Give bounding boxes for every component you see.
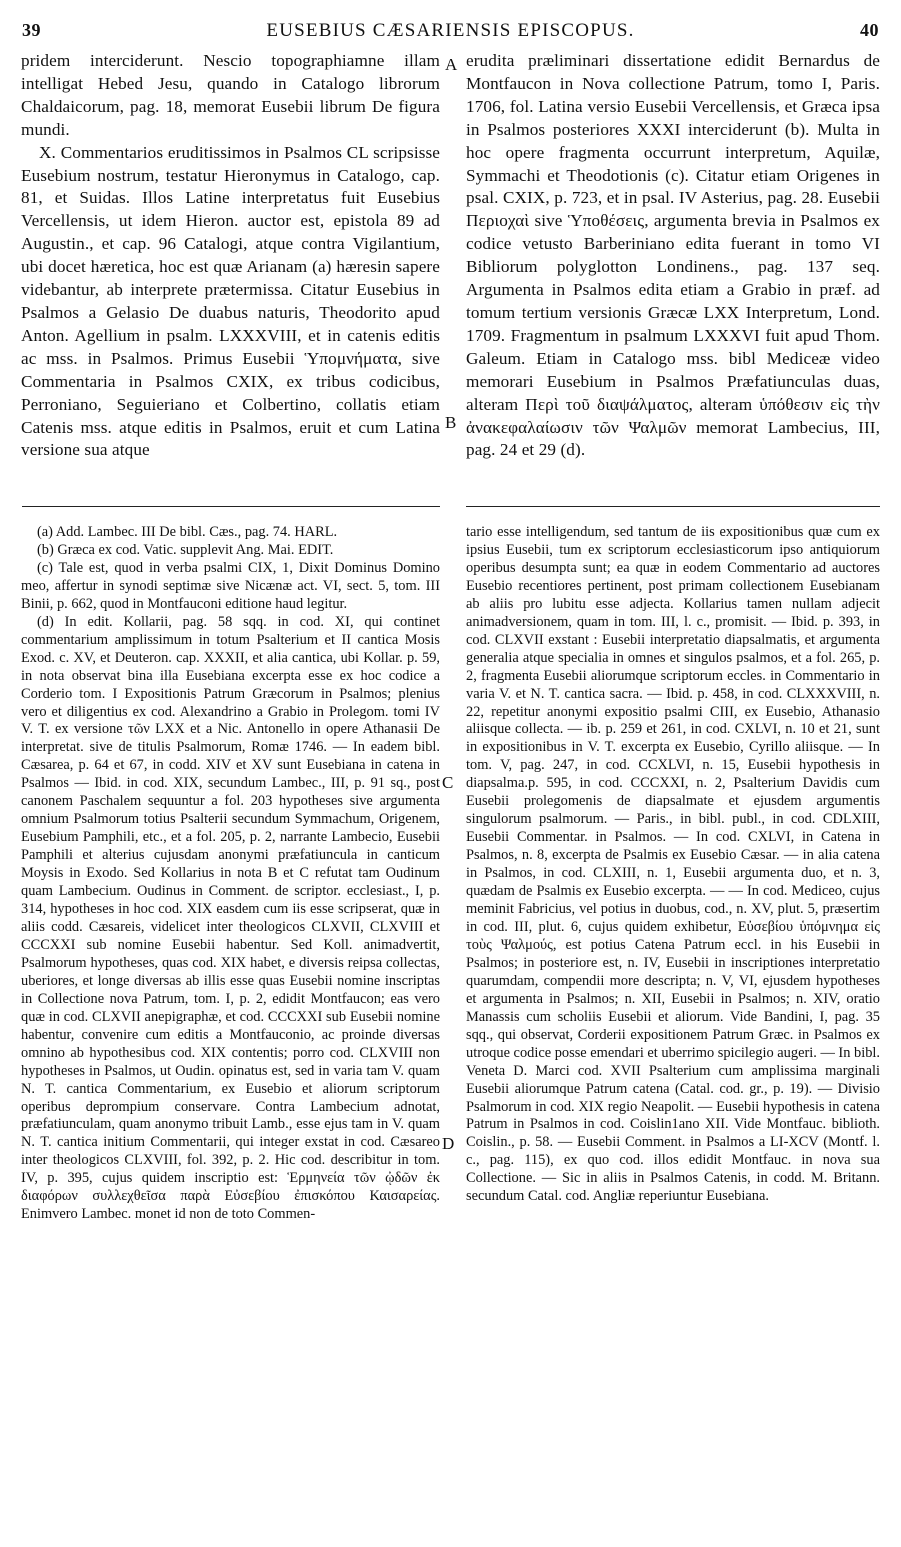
- page-number-left: 39: [22, 20, 41, 40]
- paragraph: pridem interciderunt. Nescio topographiamne illam intelligat Hebed Jesu, quando in Catalogo librorum Chaldaicorum, pag. 18, memorat Eusebii librum De figura mundi.: [21, 51, 440, 139]
- footnote-d-continued: tario esse intelligendum, sed tantum de iis expositionibus quæ cum ex ipsius Eusebii, tum ex scriptorum ecclesiasticorum ipso antiquiorum operibus desumpta sunt; ea quæ in eodem Commentario ad auctores Eusebio recentiores pertinent, post primam collectionem Eusebianam ab aliis pro lubitu esse adjecta. Kollarius tamen nullam adjecit animadversionem, quam in tom. III, l. c., promisit. — Ibid. p. 393, in cod. CLXVII exstant : Eusebii interpretatio diapsalmatis, et argumenta generalia atque specialia in omnes et singulos psalmos, et a fol. 265, p. 2, fragmenta Eusebii aliorumque scriptorum eccles. in Commentario in varia V. et N. T. cantica sacra. — Ibid. p. 458, in cod. CLXXXVIII, n. 22, repetitur anonymi expositio psalmi CIII, ex Eusebio, Athanasio aliisque collecta. — ib. p. 259 et 261, in cod. CXLVI, n. 10 et 21, sunt in expositionibus in V. T. excerpta ex Eusebio, Cyrillo aliisque. — In tom. V, pag. 247, in cod. CCXLVI, n. 15, Eusebii hypothesis in diapsalma.p. 595, in cod. CCCXXI, n. 2, Psalterium Davidis cum Eusebii prolegomenis de diapsalmate et ejusdem argumentis singulorum psalmorum. — Paris., in bibl. publ., in cod. CDLXIII, Eusebii Commentar. in Psalmos. — In cod. CXLVI, in Catena in Psalmos, n. 8, excerpta de Psalmis ex Eusebio Cæsar. — in alia catena in Psalmos, in cod. CLXIII, n. 1, Eusebii argumenta duo, et n. 3, quædam de Psalmis ex Eusebio excerpta. — — In cod. Mediceo, cujus meminit Fabricius, vel potius in duobus, cod., n. XV, plut. 5, præsertim in cod. III, plut. 6, cujus quidem exhibetur, Εὐσεβίου ὑπόμνημα εἰς τοὺς Ψαλμούς, est potius Catena Patrum eccl. in his Eusebii in Psalmos; in posteriore est, n. IV, Eusebii in inscriptiones interpretatio quarumdam, compendii more descripta; n. V, VI, ejusdem hypotheses et argumenta in Psalmos; n. XII, Eusebii in Psalmos; n. XIV, oratio Manassis cum scholiis Eusebii et aliorum. Vide Bandini, I, pag. 35 sqq., qui observat, Corderii expositionem Patrum Græc. in Psalmos ex utroque codice posse emendari et uberrimo spicilegio augeri. — In bibl. Veneta D. Marci cod. XVII Psalterium cum amplissima marginali Eusebii aliorumque Patrum catena (Catal. cod. gr., p. 19). — Divisio Psalmorum in cod. XIX regio Neapolit. — Eusebii hypothesis in catena Patrum in Psalmos in cod. Coislin1ano XII. Vide Montfauc. biblioth. Coislin., p. 58. — Eusebii Comment. in Psalmos a LI-XCV (Montf. l. c., pag. 115), ex quo cod. illos edidit Montfauc. in nova sua Collectione. — Sic in aliis in Psalmos Catenis, in codd. M. Britann. secundum Catal. cod. Angliæ reperiuntur Eusebiana.: [466, 524, 881, 1205]
- main-text-right-column: [466, 50, 880, 462]
- paragraph: X. Commentarios eruditissimos in Psalmos CL scripsisse Eusebium nostrum, testatur Hieronymus in Catalogo, cap. 81, et Suidas. Illos Latine interpretatus fuit Eusebius Vercellensis, ut idem Hieron. auctor est, epistola 89 ad Augustin., et cap. 96 Catalogi, atque contra Vigilantium, ubi docet hæretica, hoc est quæ Arianam (a) hæresin sapere videbantur, ab interprete prætermissa. Citatur Eusebius in Psalmos a Gelasio De duabus naturis, Theodorito apud Anton. Agellium in psalm. LXXXVIII, et in catenis editis ac mss. in Psalmos. Primus Eusebii Ὑπομνήματα, sive Commentaria in Psalmos CXIX, ex tribus codicibus, Perroniano, Seguieriano et Colbertino, collatis etiam Catenis mss. atque editis in Psalmos, eruit et cum Latina versione sua atque: [21, 142, 440, 460]
- footnote-divider-left: [22, 506, 440, 507]
- footnote-a: (a) Add. Lambec. III De bibl. Cæs., pag. 74. HARL.: [37, 524, 338, 540]
- footnotes-left-column: [21, 524, 440, 1224]
- margin-letter-a: A: [445, 55, 458, 74]
- footnote-b: (b) Græca ex cod. Vatic. supplevit Ang. Mai. EDIT.: [37, 541, 334, 558]
- margin-letter-d: D: [442, 1134, 455, 1153]
- footnote-c: (c) Tale est, quod in verba psalmi CIX, 1, Dixit Dominus Domino meo, affertur in synodi septimæ sive Nicænæ act. VI, sect. 5, tom. III Binii, p. 662, quod in Montfauconi editione haud legitur.: [21, 559, 440, 612]
- footnotes-right-column: [466, 524, 880, 1206]
- margin-letter-b: B: [445, 413, 457, 432]
- running-title: EUSEBIUS CÆSARIENSIS EPISCOPUS.: [266, 20, 635, 41]
- footnote-d: (d) In edit. Kollarii, pag. 58 sqq. in cod. XI, qui continet commentarium amplissimum in totum Psalterium et II cantica Mosis Exod. c. XV, et Deuteron. cap. XXXII, et alia cantica, ubi Kollar. p. 59, in nota observat bina illa Eusebiana excerpta esse ex hoc codice a Corderio tom. I Expositionis Patrum Græcorum in Psalmos; plenius vero et diligentius ex cod. Alexandrino a Grabio in Prolegom. tomi IV V. T. ex versione τῶν LXX et a Nic. Antonello in opere Athanasii De interpretat. sive de titulis Psalmorum, Romæ 1746. — In eadem bibl. Cæsarea, p. 64 et 67, in codd. XIV et XV sunt Eusebiana in catena in Psalmos — Ibid. in cod. XIX, secundum Lambec., III, p. 91 sq., post canonem Paschalem sequuntur a fol. 203 hypotheses sive argumenta omnium Psalmorum totius Psalterii secundum Symmachum, Origenem, Eusebium Pamphili, etc., et a fol. 205, p. 2, narrante Lambecio, Eusebii Pamphili et alterius cujusdam anonymi præfatiuncula in canticum Moysis in Exodo. Sed Kollarius in nota B et C refutat tam Oudinum quam Lambecium. Oudinus in Comment. de scriptor. ecclesiast., I, p. 314, hypotheses in hoc cod. XIX easdem cum iis esse scripserat, quæ in aliis codd. Cæsareis, videlicet inter theologicos CLXVII, CLXVIII et CCCXXI sub nomine Eusebii habentur. Sed Koll. animadvertit, Psalmorum hypotheses, quas cod. XIX habet, e diversis reipsa collectas, uberiores, et longe diversas ab illis esse quas Eusebii nomine inscriptas in Collectione nova Patrum, tom. I, p. 2, edidit Montfaucon; eas vero quæ in cod. CLXVII anepigraphæ, et cod. CCCXXI sub Eusebii nomine habentur, convenire cum editis a Montfauconio, ac proinde diversas omnino ab hypothesibus cod. XIX contentis; porro cod. CLXVIII non hypotheses in Psalmos, ut Oudin. opinatus est, sed in varia tam V. quam N. T. cantica Commentarium, ex Eusebio et aliorum scriptorum operibus deprompium conservare. Contra Lambecium adnotat, præfatiunculam, quam anonymo tribuit Lamb., esse ejus tam in V. quam N. T. cantica initium Commentarii, qui integer exstat in cod. Cæsareo inter theologicos CLXVIII, fol. 392, p. 2. Hic cod. describitur in tom. IV, p. 395, cujus quidem inscriptio est: Ἑρμηνεία τῶν ᾠδῶν ἐκ διαφόρων συλλεχθεῖσα παρὰ Εὐσεβίου ἐπισκόπου Καισαρείας. Enimvero Lambec. monet id non de toto Commen-: [21, 613, 440, 1223]
- running-header: [22, 20, 879, 42]
- footnote-divider-right: [466, 506, 880, 507]
- margin-letter-c: C: [442, 773, 454, 792]
- paragraph: erudita præliminari dissertatione edidit Bernardus de Montfaucon in Nova collectione Patrum, tomo I, Paris. 1706, fol. Latina versio Eusebii Vercellensis, et Græca ipsa in Psalmos posteriores XXXI interciderunt (b). Multa in hoc opere fragmenta occurrunt interpretum, Aquilæ, Symmachi et Theodotionis (c). Citatur etiam Origenes in psal. CXIX, p. 723, et in psal. IV Asterius, pag. 28. Eusebii Περιοχαὶ sive Ὑποθέσεις, argumenta brevia in Psalmos ex codice vetusto Barberiniano edita fuerant in tomo VI Bibliorum polyglotton Londinens., pag. 137 seq. Argumenta in Psalmos edita etiam a Grabio in præf. ad tomum tertium versionis Græcæ LXX Interpretum, Lond. 1709. Fragmentum in psalmum LXXXVI fuit apud Thom. Galeum. Etiam in Catalogo mss. bibl Mediceæ video memorari Eusebium in Psalmos Præfatiunculas duas, alteram Περὶ τοῦ διαψάλματος, alteram ὑπόθεσιν εἰς τὴν ἀνακεφαλαίωσιν τῶν Ψαλμῶν memorat Lambecius, III, pag. 24 et 29 (d).: [466, 51, 880, 460]
- page-number-right: 40: [860, 20, 879, 40]
- main-text-left-column: [21, 50, 440, 462]
